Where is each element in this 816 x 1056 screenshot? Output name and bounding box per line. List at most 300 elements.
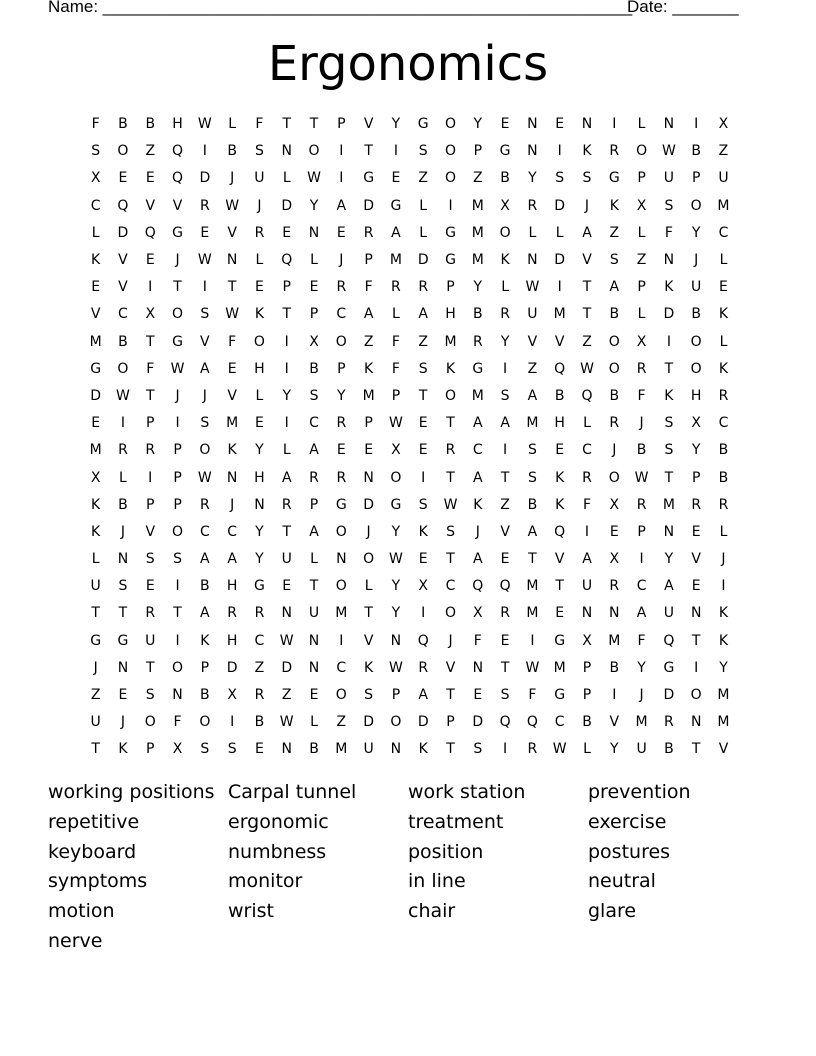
grid-letter: G bbox=[335, 496, 347, 513]
grid-letter: D bbox=[554, 252, 566, 269]
grid-letter: R bbox=[445, 442, 456, 459]
grid-letter: N bbox=[117, 551, 129, 568]
grid-letter: H bbox=[690, 387, 702, 404]
grid-letter: Y bbox=[473, 116, 483, 133]
grid-letter: P bbox=[582, 659, 592, 676]
grid-letter: E bbox=[500, 632, 510, 649]
grid-letter: M bbox=[471, 387, 484, 404]
grid-letter: T bbox=[145, 387, 155, 404]
word-bank-item: glare bbox=[588, 900, 637, 923]
grid-letter: I bbox=[339, 143, 344, 160]
word-bank-item: ergonomic bbox=[228, 810, 329, 833]
grid-letter: K bbox=[555, 469, 565, 486]
grid-row bbox=[82, 193, 737, 220]
grid-letter: Y bbox=[691, 442, 701, 459]
grid-letter: O bbox=[335, 523, 347, 540]
grid-letter: B bbox=[473, 306, 483, 323]
grid-letter: W bbox=[634, 469, 649, 486]
grid-letter: I bbox=[202, 143, 207, 160]
grid-letter: U bbox=[308, 605, 320, 622]
grid-letter: T bbox=[364, 143, 373, 160]
word-bank-item: nerve bbox=[48, 929, 103, 952]
grid-letter: P bbox=[691, 170, 701, 187]
grid-letter: F bbox=[391, 333, 400, 350]
grid-letter: O bbox=[444, 170, 457, 187]
word-bank-item: work station bbox=[408, 781, 526, 803]
grid-letter: E bbox=[336, 224, 346, 241]
grid-letter: X bbox=[609, 551, 620, 568]
grid-letter: L bbox=[91, 224, 100, 241]
grid-letter: S bbox=[145, 551, 155, 568]
grid-row bbox=[82, 600, 737, 627]
grid-letter: B bbox=[609, 306, 620, 323]
grid-letter: O bbox=[499, 224, 511, 241]
grid-letter: G bbox=[445, 224, 456, 241]
grid-letter: Q bbox=[663, 632, 675, 649]
grid-letter: D bbox=[554, 197, 566, 214]
grid-letter: O bbox=[444, 387, 457, 404]
grid-letter: S bbox=[118, 578, 128, 595]
grid-letter: L bbox=[501, 279, 509, 296]
grid-letter: S bbox=[200, 415, 210, 432]
grid-letter: L bbox=[637, 306, 646, 323]
grid-letter: O bbox=[608, 360, 620, 377]
grid-letter: I bbox=[503, 442, 508, 459]
grid-letter: J bbox=[120, 714, 126, 731]
grid-letter: X bbox=[391, 442, 401, 459]
grid-letter: J bbox=[175, 387, 180, 404]
grid-letter: S bbox=[145, 687, 155, 704]
grid-letter: L bbox=[555, 224, 564, 241]
grid-letter: G bbox=[472, 360, 484, 377]
grid-letter: W bbox=[388, 415, 403, 432]
word-search-grid bbox=[82, 111, 737, 764]
grid-letter: K bbox=[418, 523, 428, 540]
grid-letter: V bbox=[227, 224, 237, 241]
grid-row bbox=[82, 464, 737, 491]
grid-letter: P bbox=[637, 170, 646, 187]
grid-letter: W bbox=[279, 632, 294, 649]
grid-letter: E bbox=[255, 741, 264, 758]
grid-letter: G bbox=[172, 333, 183, 350]
grid-letter: Z bbox=[363, 333, 374, 350]
grid-letter: A bbox=[582, 224, 592, 241]
grid-letter: V bbox=[363, 632, 374, 649]
grid-row bbox=[82, 301, 737, 328]
word-bank-item: working positions bbox=[48, 781, 215, 803]
grid-letter: I bbox=[230, 714, 235, 731]
grid-letter: J bbox=[230, 496, 235, 513]
grid-letter: J bbox=[584, 197, 590, 214]
grid-letter: Z bbox=[473, 170, 483, 187]
grid-letter: J bbox=[175, 252, 180, 269]
grid-letter: X bbox=[309, 333, 319, 350]
grid-letter: E bbox=[227, 360, 237, 377]
grid-letter: K bbox=[473, 496, 483, 513]
grid-letter: O bbox=[690, 687, 702, 704]
grid-letter: R bbox=[363, 224, 374, 241]
grid-letter: P bbox=[146, 415, 155, 432]
grid-letter: S bbox=[418, 360, 428, 377]
grid-letter: J bbox=[120, 523, 126, 540]
grid-letter: R bbox=[418, 279, 429, 296]
grid-letter: O bbox=[335, 333, 347, 350]
grid-letter: P bbox=[337, 116, 346, 133]
grid-letter: H bbox=[254, 469, 265, 486]
grid-letter: V bbox=[145, 523, 156, 540]
grid-letter: I bbox=[612, 687, 617, 704]
grid-letter: A bbox=[582, 551, 592, 568]
grid-letter: N bbox=[690, 605, 702, 622]
grid-letter: V bbox=[554, 333, 565, 350]
grid-letter: N bbox=[690, 714, 702, 731]
grid-letter: H bbox=[254, 360, 265, 377]
grid-letter: C bbox=[90, 197, 101, 214]
grid-letter: U bbox=[527, 306, 538, 323]
grid-letter: U bbox=[663, 170, 674, 187]
grid-letter: N bbox=[336, 551, 347, 568]
grid-letter: V bbox=[118, 279, 128, 296]
grid-letter: N bbox=[281, 143, 292, 160]
grid-letter: U bbox=[90, 578, 101, 595]
grid-letter: I bbox=[175, 415, 180, 432]
grid-letter: P bbox=[173, 442, 182, 459]
grid-letter: A bbox=[527, 523, 538, 540]
grid-letter: R bbox=[609, 415, 620, 432]
grid-letter: U bbox=[691, 279, 702, 296]
grid-letter: A bbox=[363, 306, 374, 323]
grid-letter: R bbox=[118, 442, 128, 459]
grid-letter: W bbox=[580, 360, 594, 377]
grid-letter: X bbox=[609, 496, 620, 513]
grid-letter: W bbox=[197, 252, 212, 269]
grid-letter: W bbox=[525, 659, 540, 676]
grid-letter: J bbox=[612, 442, 617, 459]
grid-letter: Q bbox=[499, 714, 511, 731]
grid-letter: O bbox=[390, 714, 402, 731]
grid-letter: S bbox=[418, 496, 428, 513]
grid-letter: X bbox=[90, 170, 101, 187]
word-bank-item: motion bbox=[48, 900, 115, 923]
word-bank-item: prevention bbox=[588, 781, 691, 803]
grid-letter: W bbox=[443, 496, 458, 513]
grid-row bbox=[82, 546, 737, 573]
grid-letter: T bbox=[91, 605, 100, 622]
grid-letter: I bbox=[503, 741, 508, 758]
grid-letter: D bbox=[117, 224, 129, 241]
grid-letter: E bbox=[200, 224, 210, 241]
grid-letter: T bbox=[118, 605, 128, 622]
grid-letter: L bbox=[310, 252, 318, 269]
grid-letter: Y bbox=[255, 442, 264, 459]
grid-letter: Y bbox=[719, 659, 728, 676]
grid-letter: D bbox=[363, 197, 374, 214]
grid-letter: F bbox=[364, 279, 373, 296]
grid-letter: E bbox=[282, 578, 292, 595]
grid-letter: N bbox=[281, 741, 292, 758]
grid-letter: O bbox=[444, 605, 457, 622]
grid-letter: I bbox=[694, 659, 699, 676]
grid-letter: V bbox=[609, 714, 620, 731]
grid-letter: N bbox=[363, 469, 374, 486]
grid-letter: O bbox=[199, 714, 211, 731]
grid-letter: R bbox=[609, 143, 620, 160]
grid-letter: E bbox=[118, 687, 128, 704]
grid-letter: K bbox=[718, 360, 729, 377]
grid-letter: L bbox=[282, 442, 291, 459]
grid-letter: O bbox=[608, 333, 620, 350]
grid-letter: B bbox=[227, 143, 237, 160]
grid-letter: R bbox=[254, 605, 265, 622]
grid-letter: K bbox=[364, 360, 374, 377]
grid-letter: K bbox=[254, 306, 265, 323]
grid-letter: L bbox=[255, 252, 264, 269]
grid-letter: A bbox=[473, 551, 483, 568]
grid-letter: V bbox=[145, 197, 156, 214]
grid-letter: V bbox=[691, 551, 701, 568]
grid-letter: A bbox=[500, 415, 510, 432]
grid-letter: P bbox=[309, 306, 319, 323]
grid-letter: N bbox=[527, 143, 538, 160]
grid-letter: L bbox=[310, 714, 318, 731]
grid-letter: I bbox=[694, 116, 699, 133]
grid-letter: I bbox=[530, 632, 535, 649]
grid-letter: N bbox=[117, 659, 129, 676]
grid-letter: Q bbox=[281, 252, 293, 269]
grid-letter: B bbox=[500, 170, 510, 187]
grid-letter: B bbox=[527, 496, 538, 513]
word-bank-item: monitor bbox=[228, 870, 303, 893]
grid-letter: M bbox=[717, 714, 730, 731]
grid-letter: R bbox=[254, 687, 265, 704]
grid-letter: J bbox=[257, 197, 262, 214]
grid-letter: Z bbox=[418, 170, 428, 187]
grid-letter: K bbox=[445, 360, 456, 377]
grid-letter: O bbox=[444, 143, 457, 160]
name-field-line: Name: ________________________________________________________ bbox=[48, 0, 633, 16]
grid-letter: R bbox=[718, 496, 729, 513]
grid-letter: J bbox=[694, 252, 699, 269]
grid-letter: V bbox=[227, 387, 237, 404]
grid-letter: N bbox=[663, 523, 675, 540]
grid-letter: Y bbox=[528, 170, 537, 187]
grid-letter: T bbox=[309, 578, 319, 595]
grid-letter: V bbox=[172, 197, 183, 214]
grid-letter: W bbox=[388, 551, 403, 568]
grid-letter: M bbox=[362, 387, 375, 404]
grid-letter: Z bbox=[145, 143, 156, 160]
word-bank-item: position bbox=[408, 840, 484, 863]
grid-letter: R bbox=[636, 496, 647, 513]
grid-letter: L bbox=[364, 578, 373, 595]
grid-letter: U bbox=[581, 578, 593, 595]
grid-letter: S bbox=[555, 170, 565, 187]
grid-letter: X bbox=[718, 116, 729, 133]
grid-letter: Y bbox=[391, 578, 401, 595]
grid-letter: X bbox=[636, 197, 647, 214]
grid-letter: R bbox=[500, 605, 510, 622]
grid-letter: B bbox=[691, 143, 701, 160]
grid-letter: B bbox=[609, 387, 620, 404]
grid-letter: W bbox=[279, 714, 294, 731]
grid-letter: T bbox=[446, 741, 455, 758]
grid-letter: A bbox=[309, 523, 319, 540]
grid-letter: H bbox=[226, 578, 238, 595]
grid-letter: O bbox=[636, 143, 648, 160]
grid-letter: F bbox=[146, 360, 155, 377]
grid-letter: R bbox=[199, 197, 210, 214]
grid-letter: G bbox=[445, 252, 456, 269]
grid-letter: L bbox=[228, 116, 237, 133]
grid-letter: L bbox=[119, 469, 127, 486]
grid-letter: S bbox=[418, 143, 428, 160]
grid-letter: M bbox=[226, 415, 239, 432]
grid-letter: L bbox=[719, 333, 728, 350]
grid-letter: A bbox=[281, 469, 292, 486]
grid-letter: S bbox=[609, 252, 619, 269]
grid-letter: R bbox=[609, 578, 620, 595]
grid-letter: L bbox=[637, 224, 646, 241]
grid-letter: B bbox=[118, 333, 128, 350]
grid-letter: K bbox=[200, 632, 210, 649]
grid-letter: T bbox=[282, 116, 291, 133]
grid-letter: E bbox=[555, 116, 565, 133]
grid-letter: I bbox=[448, 197, 453, 214]
grid-letter: V bbox=[527, 333, 538, 350]
grid-letter: Y bbox=[637, 659, 646, 676]
grid-letter: S bbox=[473, 741, 483, 758]
grid-letter: K bbox=[664, 279, 674, 296]
grid-letter: D bbox=[281, 197, 293, 214]
grid-letter: O bbox=[335, 578, 347, 595]
grid-letter: S bbox=[173, 551, 182, 568]
grid-letter: E bbox=[609, 523, 619, 540]
grid-letter: T bbox=[446, 551, 455, 568]
grid-letter: G bbox=[554, 687, 566, 704]
grid-letter: B bbox=[118, 496, 128, 513]
grid-letter: P bbox=[173, 469, 182, 486]
grid-letter: Q bbox=[554, 360, 566, 377]
grid-letter: S bbox=[200, 741, 210, 758]
grid-letter: L bbox=[91, 551, 100, 568]
grid-letter: C bbox=[118, 306, 128, 323]
grid-letter: G bbox=[608, 170, 620, 187]
grid-row bbox=[82, 709, 737, 736]
grid-letter: H bbox=[445, 306, 456, 323]
grid-letter: I bbox=[666, 333, 671, 350]
grid-letter: E bbox=[418, 415, 428, 432]
grid-letter: I bbox=[284, 333, 289, 350]
grid-letter: D bbox=[90, 387, 102, 404]
grid-letter: O bbox=[690, 333, 702, 350]
grid-letter: L bbox=[419, 197, 428, 214]
grid-letter: U bbox=[636, 741, 647, 758]
grid-letter: F bbox=[391, 360, 400, 377]
grid-letter: Z bbox=[500, 496, 510, 513]
grid-letter: F bbox=[91, 116, 100, 133]
grid-letter: M bbox=[471, 197, 484, 214]
grid-letter: U bbox=[718, 170, 729, 187]
grid-letter: J bbox=[639, 415, 644, 432]
grid-letter: A bbox=[473, 469, 483, 486]
grid-letter: O bbox=[308, 143, 320, 160]
word-bank-item: wrist bbox=[228, 900, 274, 923]
grid-letter: C bbox=[336, 659, 347, 676]
grid-letter: L bbox=[719, 252, 728, 269]
grid-letter: N bbox=[581, 116, 593, 133]
grid-letter: I bbox=[175, 578, 180, 595]
grid-letter: Y bbox=[473, 279, 483, 296]
grid-letter: Y bbox=[610, 741, 619, 758]
grid-letter: O bbox=[335, 687, 347, 704]
grid-letter: B bbox=[554, 387, 565, 404]
grid-letter: Y bbox=[255, 523, 264, 540]
grid-letter: M bbox=[553, 659, 566, 676]
grid-letter: K bbox=[718, 605, 729, 622]
grid-letter: K bbox=[227, 442, 237, 459]
grid-letter: D bbox=[417, 252, 429, 269]
grid-letter: I bbox=[503, 360, 508, 377]
grid-letter: I bbox=[202, 279, 207, 296]
grid-letter: K bbox=[364, 659, 374, 676]
grid-letter: F bbox=[637, 387, 646, 404]
grid-letter: G bbox=[254, 578, 265, 595]
grid-letter: Z bbox=[418, 333, 428, 350]
grid-letter: F bbox=[228, 333, 237, 350]
grid-letter: K bbox=[91, 252, 101, 269]
grid-letter: B bbox=[254, 714, 265, 731]
grid-letter: E bbox=[418, 551, 428, 568]
grid-letter: T bbox=[500, 659, 510, 676]
grid-letter: E bbox=[555, 605, 565, 622]
grid-letter: T bbox=[691, 632, 701, 649]
grid-letter: P bbox=[146, 496, 155, 513]
grid-letter: C bbox=[227, 523, 238, 540]
grid-letter: W bbox=[197, 469, 212, 486]
grid-letter: X bbox=[418, 578, 428, 595]
grid-letter: Z bbox=[90, 687, 101, 704]
grid-letter: O bbox=[390, 469, 402, 486]
grid-letter: R bbox=[199, 496, 210, 513]
grid-letter: M bbox=[89, 442, 102, 459]
word-bank-item: numbness bbox=[228, 840, 327, 863]
grid-letter: J bbox=[366, 523, 371, 540]
grid-letter: C bbox=[336, 306, 347, 323]
word-bank-item: in line bbox=[408, 870, 466, 893]
grid-letter: I bbox=[421, 469, 426, 486]
grid-letter: T bbox=[691, 741, 701, 758]
grid-letter: W bbox=[552, 741, 567, 758]
word-bank-item: exercise bbox=[588, 810, 667, 833]
grid-letter: Q bbox=[526, 714, 538, 731]
grid-letter: N bbox=[226, 252, 238, 269]
grid-letter: C bbox=[199, 523, 210, 540]
grid-letter: G bbox=[363, 170, 375, 187]
grid-letter: S bbox=[91, 143, 101, 160]
grid-letter: G bbox=[172, 224, 183, 241]
grid-letter: A bbox=[636, 605, 647, 622]
grid-letter: V bbox=[363, 116, 374, 133]
grid-letter: A bbox=[418, 306, 428, 323]
word-bank-item: neutral bbox=[588, 870, 656, 893]
grid-letter: S bbox=[527, 469, 537, 486]
grid-letter: I bbox=[639, 551, 644, 568]
grid-letter: T bbox=[227, 279, 237, 296]
grid-letter: Q bbox=[172, 170, 184, 187]
grid-letter: F bbox=[255, 116, 264, 133]
grid-letter: F bbox=[173, 714, 182, 731]
grid-letter: B bbox=[718, 469, 729, 486]
